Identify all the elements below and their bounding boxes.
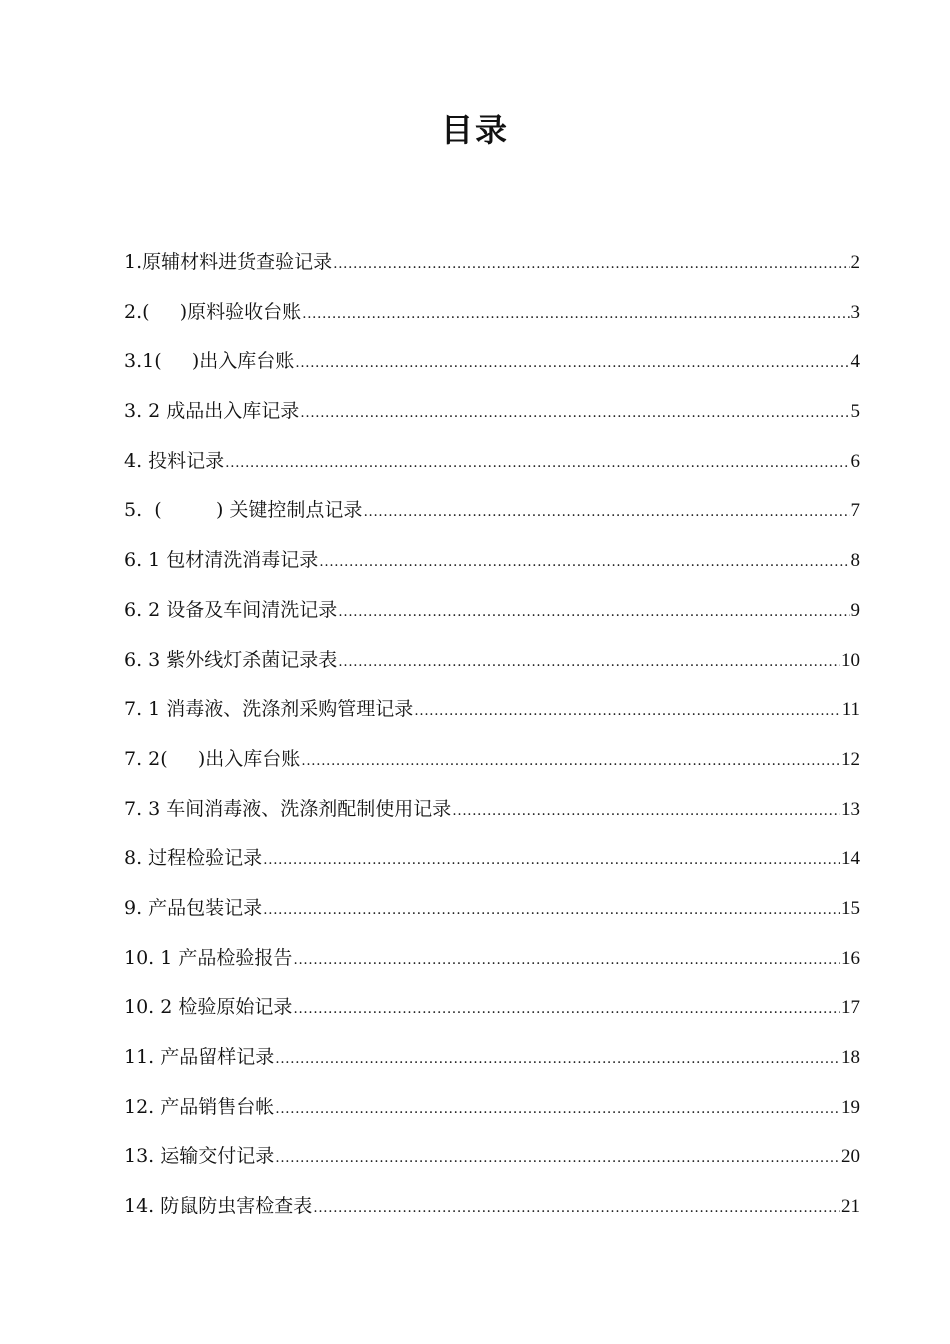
toc-entry-label: 11. 产品留样记录 xyxy=(124,1046,275,1068)
toc-dot-leader xyxy=(302,298,849,330)
toc-entry xyxy=(124,1041,860,1091)
toc-entry-page-number: 8 xyxy=(850,550,860,572)
toc-dot-leader xyxy=(414,695,840,727)
toc-entry-page-number: 20 xyxy=(841,1146,860,1168)
toc-entry xyxy=(124,1190,860,1240)
toc-entry xyxy=(124,942,860,992)
toc-entry-label: 3. 2 成品出入库记录 xyxy=(124,400,300,423)
toc-entry-label: 9. 产品包装记录 xyxy=(124,896,263,919)
toc-entry-label: 10. 1 产品检验报告 xyxy=(124,946,293,969)
toc-entry-label: 6. 3 紫外线灯杀菌记录表 xyxy=(124,648,338,671)
toc-entry-label: 2.( )原料验收台账 xyxy=(124,300,302,323)
toc-dot-leader xyxy=(333,248,849,280)
toc-entry-page-number: 15 xyxy=(841,897,860,919)
toc-dot-leader xyxy=(301,745,840,777)
toc-entry xyxy=(124,743,860,793)
toc-entry-page-number: 4 xyxy=(850,351,860,373)
toc-entry-page-number: 19 xyxy=(841,1096,860,1118)
toc-entry xyxy=(124,544,860,594)
toc-entry xyxy=(124,991,860,1041)
toc-entry xyxy=(124,892,860,942)
toc-dot-leader xyxy=(263,844,840,876)
toc-dot-leader xyxy=(338,596,849,628)
toc-dot-leader xyxy=(313,1192,840,1224)
toc-entry-label: 13. 运输交付记录 xyxy=(124,1145,275,1168)
toc-entry xyxy=(124,296,860,346)
page-title: 目录 xyxy=(440,111,509,149)
toc-dot-leader xyxy=(452,795,840,827)
toc-dot-leader xyxy=(275,1043,840,1075)
toc-entry-page-number: 2 xyxy=(850,252,860,273)
toc-entry-page-number: 6 xyxy=(850,450,860,472)
toc-entry-label: 7. 2( )出入库台账 xyxy=(124,747,301,770)
toc-dot-leader xyxy=(363,496,849,528)
toc-entry xyxy=(124,1091,860,1141)
toc-entry xyxy=(124,793,860,843)
toc-entry-page-number: 17 xyxy=(841,997,860,1019)
toc-dot-leader xyxy=(275,1093,840,1125)
toc-entry-label: 14. 防鼠防虫害检查表 xyxy=(124,1195,313,1218)
toc-entry-page-number: 12 xyxy=(841,748,860,770)
toc-list xyxy=(124,246,860,1240)
toc-entry-label: 4. 投料记录 xyxy=(124,449,225,472)
toc-entry xyxy=(124,345,860,395)
toc-dot-leader xyxy=(263,894,840,926)
toc-entry-page-number: 21 xyxy=(841,1196,860,1218)
toc-dot-leader xyxy=(300,397,849,429)
toc-entry xyxy=(124,246,860,296)
toc-entry xyxy=(124,693,860,743)
toc-entry-page-number: 13 xyxy=(841,798,860,820)
toc-entry-label: 7. 3 车间消毒液、洗涤剂配制使用记录 xyxy=(124,797,452,820)
toc-entry xyxy=(124,842,860,892)
toc-entry xyxy=(124,1140,860,1190)
toc-entry-label: 6. 1 包材清洗消毒记录 xyxy=(124,549,319,572)
toc-entry-label: 1.原辅材料进货查验记录 xyxy=(124,251,333,273)
toc-entry-page-number: 18 xyxy=(841,1047,860,1068)
toc-entry-label: 5. ( ) 关键控制点记录 xyxy=(124,499,363,522)
toc-entry-label: 10. 2 检验原始记录 xyxy=(124,996,293,1019)
toc-dot-leader xyxy=(293,944,840,976)
toc-dot-leader xyxy=(293,993,840,1025)
toc-entry-label: 8. 过程检验记录 xyxy=(124,847,263,870)
toc-dot-leader xyxy=(225,447,849,479)
toc-entry-page-number: 11 xyxy=(841,699,860,721)
toc-entry xyxy=(124,494,860,544)
toc-dot-leader xyxy=(338,646,840,678)
toc-dot-leader xyxy=(275,1142,840,1174)
toc-entry xyxy=(124,594,860,644)
toc-entry-page-number: 7 xyxy=(850,500,860,522)
toc-entry-page-number: 5 xyxy=(850,401,860,423)
toc-entry-page-number: 16 xyxy=(841,947,860,969)
toc-entry-page-number: 9 xyxy=(850,599,860,621)
toc-entry-page-number: 3 xyxy=(850,301,860,323)
toc-entry-label: 6. 2 设备及车间清洗记录 xyxy=(124,598,338,621)
toc-entry-label: 12. 产品销售台帐 xyxy=(124,1095,275,1118)
toc-entry-page-number: 14 xyxy=(841,848,860,870)
toc-entry xyxy=(124,445,860,495)
toc-entry xyxy=(124,644,860,694)
toc-dot-leader xyxy=(319,546,849,578)
toc-entry-label: 3.1( )出入库台账 xyxy=(124,350,295,373)
toc-dot-leader xyxy=(295,347,849,379)
toc-entry-label: 7. 1 消毒液、洗涤剂采购管理记录 xyxy=(124,698,414,721)
toc-entry xyxy=(124,395,860,445)
toc-entry-page-number: 10 xyxy=(841,649,860,671)
